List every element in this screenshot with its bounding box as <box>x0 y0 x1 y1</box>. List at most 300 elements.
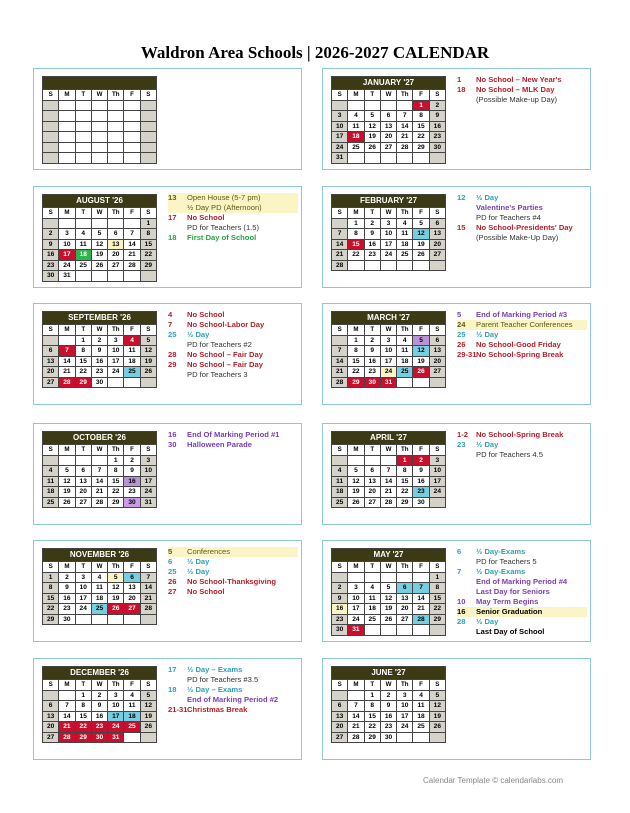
day-cell: 2 <box>380 690 396 701</box>
day-cell: 21 <box>140 593 156 604</box>
event-text: (Possible Make-up Day) <box>476 95 558 104</box>
day-header: W <box>380 562 396 573</box>
day-cell: 26 <box>413 367 429 378</box>
day-cell: 20 <box>429 239 445 250</box>
day-cell: 11 <box>91 583 107 594</box>
empty-cell <box>140 142 156 153</box>
empty-cell <box>108 121 124 132</box>
day-cell: 14 <box>413 593 429 604</box>
day-cell: 26 <box>429 722 445 733</box>
event-list <box>457 547 587 637</box>
day-cell: 13 <box>380 121 396 132</box>
day-cell: 6 <box>429 218 445 229</box>
event-item <box>457 330 587 340</box>
day-header: T <box>75 90 91 101</box>
event-date <box>457 587 476 597</box>
event-item <box>168 665 298 675</box>
event-item <box>457 223 587 233</box>
day-cell: 6 <box>108 229 124 240</box>
day-cell: 15 <box>348 239 364 250</box>
day-cell: 17 <box>348 604 364 615</box>
day-cell: 15 <box>140 239 156 250</box>
month-calendar-jan <box>331 76 446 164</box>
empty-cell <box>429 497 445 508</box>
day-cell: 29 <box>108 497 124 508</box>
day-cell: 1 <box>348 218 364 229</box>
event-item <box>168 567 298 577</box>
month-calendar-feb <box>331 194 446 271</box>
empty-cell <box>332 100 348 111</box>
empty-cell <box>91 132 107 143</box>
day-header: F <box>124 562 140 573</box>
day-header: W <box>380 90 396 101</box>
day-cell: 4 <box>397 335 413 346</box>
empty-cell <box>75 614 91 625</box>
day-cell: 27 <box>332 732 348 743</box>
day-cell: 25 <box>413 722 429 733</box>
day-cell: 6 <box>75 466 91 477</box>
day-cell: 24 <box>75 604 91 615</box>
event-date: 25 <box>168 567 177 576</box>
event-date: 6 <box>457 547 462 556</box>
day-cell: 7 <box>380 466 396 477</box>
empty-cell <box>364 153 380 164</box>
event-text: PD for Teachers #2 <box>187 340 252 349</box>
event-date: 30 <box>168 440 177 449</box>
event-item <box>168 705 298 715</box>
day-cell: 9 <box>91 346 107 357</box>
empty-cell <box>124 732 140 743</box>
day-cell: 18 <box>124 711 140 722</box>
day-cell: 27 <box>124 604 140 615</box>
event-item <box>457 75 587 85</box>
day-cell: 19 <box>413 239 429 250</box>
day-header: S <box>43 680 59 691</box>
empty-cell <box>332 690 348 701</box>
empty-cell <box>364 625 380 636</box>
day-cell: 20 <box>43 367 59 378</box>
month-panel-aug <box>33 186 302 288</box>
day-cell: 2 <box>91 690 107 701</box>
day-cell: 20 <box>364 487 380 498</box>
day-cell: 9 <box>364 229 380 240</box>
day-cell: 22 <box>413 132 429 143</box>
day-cell: 29 <box>140 260 156 271</box>
event-date: 17 <box>168 665 177 674</box>
day-cell: 28 <box>348 732 364 743</box>
day-cell: 9 <box>43 239 59 250</box>
event-text: End Of Marking Period #1 <box>187 430 280 439</box>
day-cell: 14 <box>124 239 140 250</box>
day-cell: 12 <box>140 701 156 712</box>
day-cell: 24 <box>348 614 364 625</box>
event-item <box>168 557 298 567</box>
day-header: S <box>43 208 59 219</box>
day-cell: 27 <box>429 367 445 378</box>
event-item <box>168 330 298 340</box>
empty-cell <box>140 271 156 282</box>
day-header: Th <box>397 562 413 573</box>
day-cell: 3 <box>380 218 396 229</box>
empty-cell <box>348 455 364 466</box>
month-calendar-apr <box>331 431 446 508</box>
month-panel-dec <box>33 658 302 760</box>
page-title: Waldron Area Schools | 2026-2027 CALENDAR <box>140 43 490 62</box>
day-cell: 28 <box>397 142 413 153</box>
day-cell: 13 <box>124 583 140 594</box>
event-text: PD for Teachers 3 <box>187 370 248 379</box>
event-text: No School-Good Friday <box>476 340 561 349</box>
event-date <box>168 695 187 705</box>
day-cell: 26 <box>348 497 364 508</box>
event-date: 27 <box>168 587 177 596</box>
day-header: W <box>91 90 107 101</box>
empty-cell <box>429 732 445 743</box>
day-cell: 2 <box>91 335 107 346</box>
day-cell: 4 <box>91 572 107 583</box>
event-date: 7 <box>457 567 462 576</box>
event-date: 5 <box>457 310 462 319</box>
empty-cell <box>91 271 107 282</box>
day-cell: 12 <box>413 229 429 240</box>
month-calendar-jun <box>331 666 446 743</box>
event-date: 12 <box>457 193 466 202</box>
month-calendar-sep <box>42 311 157 388</box>
empty-cell <box>59 100 75 111</box>
day-cell: 25 <box>91 604 107 615</box>
day-cell: 9 <box>413 466 429 477</box>
empty-cell <box>332 455 348 466</box>
day-cell: 16 <box>124 476 140 487</box>
empty-cell <box>75 121 91 132</box>
day-header: W <box>380 325 396 336</box>
empty-cell <box>124 100 140 111</box>
event-text: ½ Day – Exams <box>187 685 243 694</box>
empty-cell <box>124 271 140 282</box>
event-date <box>168 340 187 350</box>
event-text: No School-Spring Break <box>476 350 564 359</box>
day-cell: 1 <box>364 690 380 701</box>
empty-cell <box>413 625 429 636</box>
event-text: No School <box>187 213 225 222</box>
day-cell: 27 <box>108 260 124 271</box>
event-text: ½ Day PD (Afternoon) <box>187 203 262 212</box>
day-cell: 17 <box>140 476 156 487</box>
day-cell: 30 <box>380 732 396 743</box>
day-header: Th <box>108 208 124 219</box>
empty-cell <box>91 121 107 132</box>
day-cell: 16 <box>59 593 75 604</box>
day-cell: 28 <box>59 732 75 743</box>
month-panel-jun <box>322 658 591 760</box>
day-cell: 19 <box>91 250 107 261</box>
event-item <box>457 577 587 587</box>
empty-cell <box>348 153 364 164</box>
day-cell: 9 <box>364 346 380 357</box>
day-cell: 15 <box>413 121 429 132</box>
day-cell: 9 <box>124 466 140 477</box>
event-date <box>168 203 187 213</box>
event-date: 21-31 <box>168 705 188 714</box>
day-cell: 24 <box>397 722 413 733</box>
day-cell: 5 <box>59 466 75 477</box>
month-name <box>43 77 157 90</box>
day-cell: 10 <box>59 239 75 250</box>
day-cell: 28 <box>332 260 348 271</box>
event-item <box>457 597 587 607</box>
day-cell: 4 <box>397 218 413 229</box>
event-item <box>457 430 587 440</box>
month-panel-nov <box>33 540 302 642</box>
day-cell: 18 <box>348 132 364 143</box>
day-header: S <box>43 445 59 456</box>
empty-cell <box>43 218 59 229</box>
event-text: ½ Day <box>476 617 499 626</box>
event-date <box>457 557 476 567</box>
empty-cell <box>332 335 348 346</box>
event-text: Last Day of School <box>476 627 545 636</box>
day-cell: 21 <box>348 722 364 733</box>
month-panel-mar <box>322 303 591 405</box>
day-cell: 17 <box>75 593 91 604</box>
day-cell: 5 <box>429 690 445 701</box>
day-header: S <box>140 680 156 691</box>
day-cell: 18 <box>332 487 348 498</box>
day-cell: 23 <box>413 487 429 498</box>
day-cell: 27 <box>364 497 380 508</box>
event-list <box>168 665 298 715</box>
day-header: F <box>413 90 429 101</box>
day-cell: 9 <box>332 593 348 604</box>
day-cell: 27 <box>429 250 445 261</box>
event-date: 26 <box>457 340 466 349</box>
day-header: T <box>364 445 380 456</box>
event-text: (Possible Make-Up Day) <box>476 233 559 242</box>
day-cell: 22 <box>75 722 91 733</box>
empty-cell <box>75 153 91 164</box>
day-cell: 22 <box>108 487 124 498</box>
day-cell: 25 <box>124 722 140 733</box>
day-cell: 7 <box>91 466 107 477</box>
day-cell: 30 <box>124 497 140 508</box>
day-cell: 11 <box>332 476 348 487</box>
day-cell: 2 <box>413 455 429 466</box>
day-header: M <box>59 445 75 456</box>
day-cell: 7 <box>59 701 75 712</box>
event-item <box>168 310 298 320</box>
day-cell: 21 <box>413 604 429 615</box>
day-header: T <box>364 562 380 573</box>
day-cell: 11 <box>348 121 364 132</box>
event-item <box>457 607 587 617</box>
day-cell: 30 <box>364 377 380 388</box>
empty-cell <box>364 572 380 583</box>
day-cell: 9 <box>380 701 396 712</box>
day-cell: 5 <box>413 335 429 346</box>
month-calendar-aug <box>42 194 157 282</box>
day-header: M <box>59 325 75 336</box>
day-cell: 26 <box>59 497 75 508</box>
empty-cell <box>124 218 140 229</box>
day-cell: 26 <box>380 614 396 625</box>
empty-cell <box>59 132 75 143</box>
day-cell: 14 <box>59 711 75 722</box>
event-item <box>457 320 587 330</box>
event-item <box>457 450 587 460</box>
day-cell: 19 <box>140 356 156 367</box>
event-list <box>168 547 298 597</box>
empty-cell <box>140 732 156 743</box>
day-cell: 8 <box>397 466 413 477</box>
day-cell: 18 <box>397 239 413 250</box>
day-header: W <box>91 680 107 691</box>
day-header: F <box>413 325 429 336</box>
day-cell: 12 <box>91 239 107 250</box>
day-cell: 5 <box>140 690 156 701</box>
day-cell: 25 <box>124 367 140 378</box>
day-cell: 30 <box>413 497 429 508</box>
event-list <box>457 430 587 460</box>
day-header: S <box>332 208 348 219</box>
day-cell: 20 <box>108 250 124 261</box>
empty-cell <box>348 572 364 583</box>
day-header: F <box>413 208 429 219</box>
day-cell: 30 <box>91 732 107 743</box>
day-header: M <box>59 562 75 573</box>
day-cell: 21 <box>380 487 396 498</box>
day-cell: 31 <box>348 625 364 636</box>
day-header: W <box>91 208 107 219</box>
day-cell: 25 <box>397 250 413 261</box>
day-cell: 10 <box>140 466 156 477</box>
day-cell: 19 <box>380 604 396 615</box>
empty-cell <box>429 377 445 388</box>
day-header: S <box>429 680 445 691</box>
day-cell: 24 <box>429 487 445 498</box>
empty-cell <box>380 625 396 636</box>
day-cell: 9 <box>59 583 75 594</box>
day-cell: 30 <box>332 625 348 636</box>
day-cell: 5 <box>348 466 364 477</box>
day-cell: 18 <box>75 250 91 261</box>
day-header: S <box>140 90 156 101</box>
day-cell: 3 <box>140 455 156 466</box>
event-item <box>168 320 298 330</box>
event-text: ½ Day <box>476 440 499 449</box>
day-cell: 23 <box>43 260 59 271</box>
day-cell: 18 <box>91 593 107 604</box>
day-cell: 21 <box>332 367 348 378</box>
empty-cell <box>124 111 140 122</box>
day-header: M <box>348 680 364 691</box>
event-item <box>168 203 298 213</box>
day-cell: 6 <box>380 111 396 122</box>
event-date <box>168 370 187 380</box>
day-cell: 4 <box>364 583 380 594</box>
day-cell: 11 <box>124 701 140 712</box>
empty-cell <box>91 455 107 466</box>
day-cell: 31 <box>332 153 348 164</box>
day-cell: 21 <box>91 487 107 498</box>
day-cell: 17 <box>59 250 75 261</box>
day-header: F <box>413 680 429 691</box>
day-cell: 17 <box>397 711 413 722</box>
day-cell: 13 <box>364 476 380 487</box>
day-cell: 28 <box>91 497 107 508</box>
event-text: ½ Day <box>187 330 210 339</box>
event-date: 10 <box>457 597 466 606</box>
empty-cell <box>140 377 156 388</box>
day-cell: 29 <box>397 497 413 508</box>
day-cell: 16 <box>413 476 429 487</box>
day-cell: 5 <box>140 335 156 346</box>
event-text: No School <box>187 310 225 319</box>
event-item <box>457 627 587 637</box>
empty-cell <box>140 153 156 164</box>
day-cell: 31 <box>380 377 396 388</box>
empty-cell <box>91 111 107 122</box>
event-text: Christmas Break <box>187 705 248 714</box>
day-cell: 10 <box>108 346 124 357</box>
day-cell: 26 <box>364 142 380 153</box>
empty-cell <box>59 335 75 346</box>
event-text: May Term Begins <box>476 597 539 606</box>
day-cell: 25 <box>43 497 59 508</box>
day-cell: 11 <box>364 593 380 604</box>
day-header: M <box>348 562 364 573</box>
day-cell: 10 <box>380 346 396 357</box>
month-calendar-mar <box>331 311 446 388</box>
day-header: T <box>75 562 91 573</box>
event-text: Parent Teacher Conferences <box>476 320 573 329</box>
empty-cell <box>91 614 107 625</box>
day-cell: 5 <box>108 572 124 583</box>
day-cell: 4 <box>332 466 348 477</box>
event-list <box>168 310 298 380</box>
day-cell: 8 <box>75 701 91 712</box>
day-header: Th <box>108 680 124 691</box>
day-header: Th <box>108 325 124 336</box>
day-cell: 3 <box>108 690 124 701</box>
empty-cell <box>397 100 413 111</box>
day-cell: 31 <box>108 732 124 743</box>
day-cell: 21 <box>332 250 348 261</box>
event-text: Senior Graduation <box>476 607 543 616</box>
event-text: No School – Fair Day <box>187 360 263 369</box>
day-header: Th <box>397 208 413 219</box>
day-header: S <box>332 445 348 456</box>
day-header: Th <box>397 325 413 336</box>
event-list <box>168 430 298 450</box>
day-cell: 19 <box>364 132 380 143</box>
empty-cell <box>140 132 156 143</box>
event-date: 15 <box>457 223 466 232</box>
day-cell: 27 <box>43 377 59 388</box>
day-cell: 3 <box>429 455 445 466</box>
day-cell: 16 <box>364 356 380 367</box>
empty-cell <box>43 142 59 153</box>
day-cell: 5 <box>380 583 396 594</box>
day-header: M <box>348 208 364 219</box>
month-name: MAY '27 <box>332 549 446 562</box>
day-cell: 22 <box>43 604 59 615</box>
day-cell: 3 <box>332 111 348 122</box>
event-item <box>457 567 587 577</box>
day-cell: 14 <box>332 356 348 367</box>
day-cell: 1 <box>43 572 59 583</box>
day-cell: 17 <box>429 476 445 487</box>
month-panel-oct <box>33 423 302 525</box>
